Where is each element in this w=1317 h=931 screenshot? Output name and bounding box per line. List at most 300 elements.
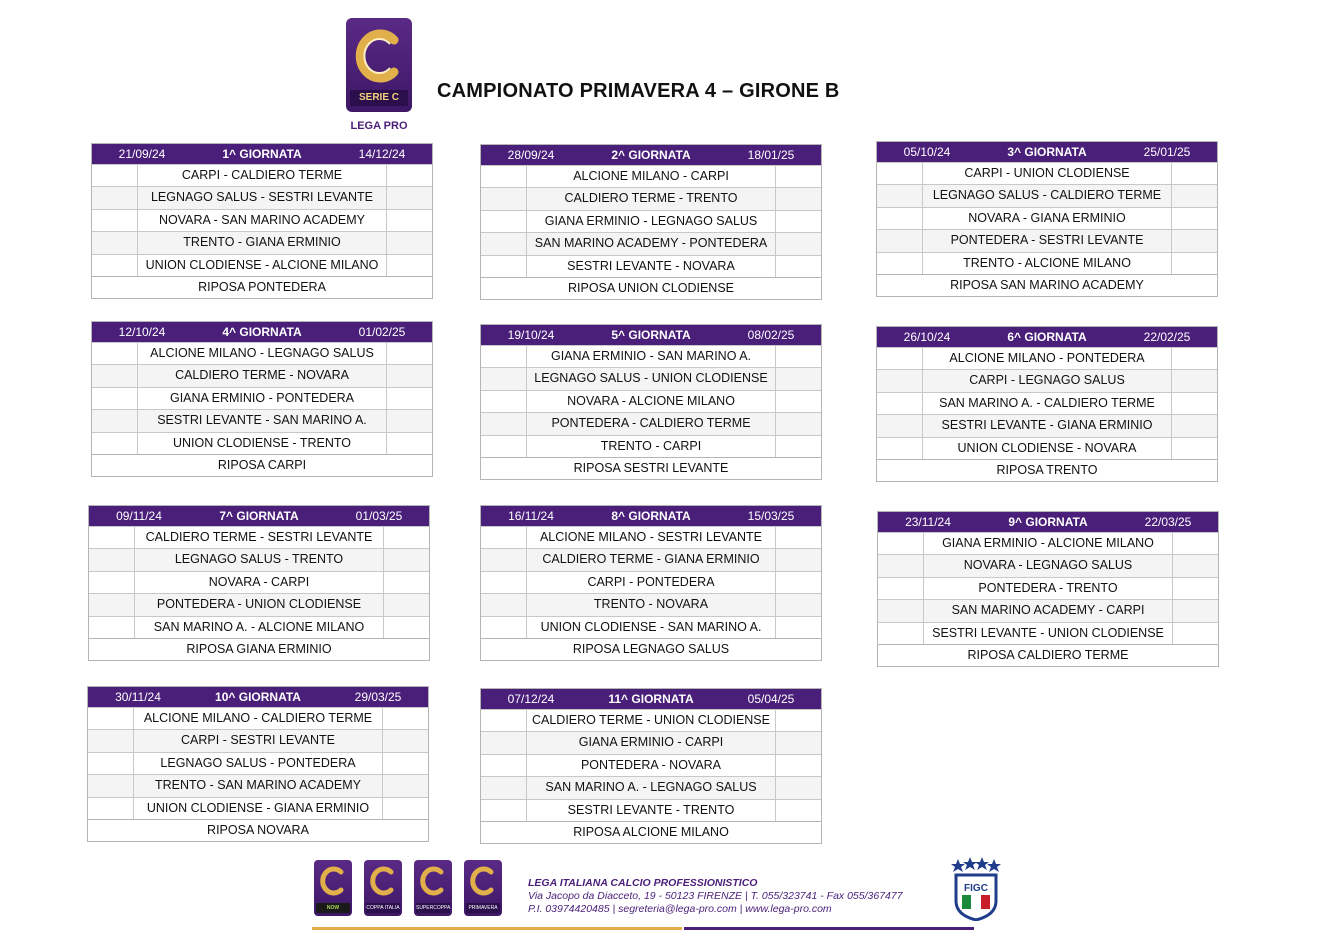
- score-cell-away: [383, 549, 429, 570]
- rest-team: RIPOSA NOVARA: [88, 819, 428, 841]
- round-date-return-leg: 22/03/25: [1144, 515, 1192, 529]
- round-date-first-leg: 16/11/24: [508, 509, 554, 523]
- score-cell-away: [386, 343, 432, 364]
- match-row: [877, 437, 1217, 459]
- match-row: [92, 209, 432, 231]
- match-row: [878, 577, 1218, 599]
- match-label: CARPI - CALDIERO TERME: [181, 168, 343, 182]
- match-label: LEGNAGO SALUS - PONTEDERA: [160, 755, 356, 770]
- round-table: [87, 686, 429, 842]
- match-row: [481, 754, 821, 776]
- serie-c-badge: SERIE C: [350, 90, 408, 106]
- match-row: [92, 231, 432, 253]
- score-cell-home: [89, 549, 135, 570]
- score-cell-away: [775, 346, 821, 367]
- score-cell-away: [1171, 230, 1217, 251]
- round-date-return-leg: 25/01/25: [1143, 145, 1191, 159]
- round-name: 2^ GIORNATA: [611, 148, 691, 162]
- score-cell-away: [386, 365, 432, 386]
- score-cell-home: [877, 370, 923, 391]
- footer-contacts: P.I. 03974420485 | segreteria@lega-pro.com | www.lega-pro.com: [528, 903, 832, 915]
- score-cell-home: [877, 208, 923, 229]
- score-cell-home: [877, 185, 923, 206]
- match-row: [89, 593, 429, 615]
- match-row: [481, 616, 821, 638]
- round-header: [878, 512, 1218, 532]
- round-table: [876, 326, 1218, 482]
- match-row: [88, 729, 428, 751]
- match-label: PONTEDERA - CALDIERO TERME: [551, 416, 751, 431]
- score-cell-away: [1171, 185, 1217, 206]
- serie-c-logo: [346, 18, 412, 112]
- round-date-return-leg: 01/03/25: [355, 509, 403, 523]
- score-cell-home: [481, 617, 527, 638]
- score-cell-home: [481, 800, 527, 821]
- round-header: [481, 325, 821, 345]
- score-cell-away: [1172, 623, 1218, 644]
- score-cell-away: [775, 710, 821, 731]
- score-cell-away: [775, 211, 821, 232]
- score-cell-away: [775, 527, 821, 548]
- footer-org-name: LEGA ITALIANA CALCIO PROFESSIONISTICO: [528, 877, 758, 889]
- score-cell-home: [877, 438, 923, 459]
- match-row: [878, 599, 1218, 621]
- score-cell-home: [481, 710, 527, 731]
- match-row: [481, 526, 821, 548]
- match-label: LEGNAGO SALUS - TRENTO: [174, 552, 344, 567]
- round-header: [481, 689, 821, 709]
- footer-line-purple: [684, 927, 974, 930]
- score-cell-home: [481, 777, 527, 798]
- score-cell-away: [1171, 415, 1217, 436]
- match-label: CARPI - LEGNAGO SALUS: [969, 373, 1125, 388]
- score-cell-home: [481, 211, 527, 232]
- match-row: [481, 255, 821, 277]
- score-cell-away: [383, 527, 429, 548]
- score-cell-away: [382, 775, 428, 796]
- match-label: SAN MARINO A. - LEGNAGO SALUS: [545, 780, 757, 795]
- score-cell-away: [1172, 600, 1218, 621]
- score-cell-away: [382, 708, 428, 729]
- round-date-return-leg: 08/02/25: [747, 328, 795, 342]
- logo-tag: SUPERCOPPA: [416, 905, 451, 911]
- score-cell-home: [92, 232, 138, 253]
- score-cell-home: [481, 527, 527, 548]
- round-table: [876, 141, 1218, 297]
- score-cell-home: [877, 163, 923, 184]
- score-cell-home: [878, 533, 924, 554]
- score-cell-away: [1171, 370, 1217, 391]
- rest-team: RIPOSA TRENTO: [877, 459, 1217, 481]
- round-name: 11^ GIORNATA: [608, 692, 694, 706]
- round-header: [877, 327, 1217, 347]
- score-cell-home: [88, 730, 134, 751]
- rest-team: RIPOSA ALCIONE MILANO: [481, 821, 821, 843]
- match-label: NOVARA - CARPI: [208, 574, 310, 589]
- match-row: [89, 548, 429, 570]
- match-row: [89, 616, 429, 638]
- match-row: [481, 367, 821, 389]
- figc-logo-icon: [950, 857, 1002, 921]
- match-label: NOVARA - SAN MARINO ACADEMY: [158, 212, 366, 227]
- score-cell-home: [92, 365, 138, 386]
- match-label: ALCIONE MILANO - SESTRI LEVANTE: [539, 530, 763, 544]
- match-label: PONTEDERA - TRENTO: [978, 580, 1118, 595]
- match-label: UNION CLODIENSE - TRENTO: [172, 435, 352, 450]
- score-cell-home: [92, 255, 138, 276]
- match-label: SESTRI LEVANTE - NOVARA: [567, 258, 735, 273]
- logo-tag: PRIMAVERA: [466, 903, 500, 913]
- match-row: [92, 342, 432, 364]
- match-row: [481, 571, 821, 593]
- match-label: NOVARA - LEGNAGO SALUS: [963, 558, 1133, 573]
- match-label: SAN MARINO ACADEMY - PONTEDERA: [534, 236, 768, 251]
- round-name: 3^ GIORNATA: [1007, 145, 1087, 159]
- match-row: [92, 409, 432, 431]
- round-date-first-leg: 26/10/24: [903, 330, 951, 344]
- score-cell-away: [775, 732, 821, 753]
- score-cell-home: [88, 753, 134, 774]
- score-cell-away: [775, 777, 821, 798]
- match-label: NOVARA - GIANA ERMINIO: [968, 210, 1126, 225]
- match-label: NOVARA - ALCIONE MILANO: [567, 393, 735, 408]
- score-cell-home: [88, 775, 134, 796]
- match-row: [878, 554, 1218, 576]
- score-cell-home: [877, 230, 923, 251]
- round-name: 6^ GIORNATA: [1007, 330, 1087, 344]
- c-logo-icon: [469, 865, 497, 897]
- match-label: SAN MARINO A. - CALDIERO TERME: [939, 395, 1155, 410]
- match-label: ALCIONE MILANO - LEGNAGO SALUS: [150, 346, 374, 360]
- score-cell-home: [481, 346, 527, 367]
- round-name: 10^ GIORNATA: [215, 690, 301, 704]
- round-date-first-leg: 28/09/24: [507, 148, 555, 162]
- match-row: [92, 186, 432, 208]
- score-cell-away: [775, 166, 821, 187]
- score-cell-home: [877, 348, 923, 369]
- match-row: [877, 207, 1217, 229]
- match-row: [877, 369, 1217, 391]
- score-cell-home: [92, 433, 138, 454]
- round-header: [481, 506, 821, 526]
- score-cell-home: [877, 415, 923, 436]
- score-cell-away: [386, 255, 432, 276]
- score-cell-away: [382, 730, 428, 751]
- round-date-return-leg: 05/04/25: [747, 692, 795, 706]
- match-row: [877, 184, 1217, 206]
- score-cell-away: [386, 210, 432, 231]
- match-label: TRENTO - ALCIONE MILANO: [963, 255, 1131, 270]
- match-label: ALCIONE MILANO - PONTEDERA: [949, 351, 1145, 365]
- score-cell-away: [386, 165, 432, 186]
- round-date-first-leg: 23/11/24: [905, 515, 951, 529]
- match-label: CARPI - SESTRI LEVANTE: [181, 733, 335, 748]
- round-date-first-leg: 12/10/24: [118, 325, 166, 339]
- match-label: CALDIERO TERME - UNION CLODIENSE: [531, 713, 770, 727]
- score-cell-away: [383, 617, 429, 638]
- match-label: LEGNAGO SALUS - CALDIERO TERME: [932, 188, 1162, 203]
- match-label: SAN MARINO A. - ALCIONE MILANO: [153, 619, 365, 634]
- score-cell-home: [481, 549, 527, 570]
- score-cell-away: [775, 594, 821, 615]
- round-date-first-leg: 19/10/24: [507, 328, 555, 342]
- round-date-return-leg: 14/12/24: [358, 147, 406, 161]
- footer-logos: [314, 860, 502, 916]
- match-label: SESTRI LEVANTE - SAN MARINO A.: [157, 413, 367, 428]
- c-logo-icon: [319, 865, 347, 897]
- match-row: [481, 731, 821, 753]
- round-date-return-leg: 01/02/25: [358, 325, 406, 339]
- match-row: [878, 532, 1218, 554]
- match-row: [92, 432, 432, 454]
- round-header: [89, 506, 429, 526]
- match-label: UNION CLODIENSE - SAN MARINO A.: [540, 619, 762, 634]
- score-cell-away: [1171, 253, 1217, 274]
- rest-team: RIPOSA SAN MARINO ACADEMY: [877, 274, 1217, 296]
- score-cell-away: [775, 549, 821, 570]
- match-label: SAN MARINO ACADEMY - CARPI: [951, 603, 1145, 618]
- match-row: [481, 345, 821, 367]
- score-cell-home: [88, 708, 134, 729]
- score-cell-home: [481, 594, 527, 615]
- round-table: [480, 144, 822, 300]
- match-row: [92, 387, 432, 409]
- footer-line-gold: [312, 927, 682, 930]
- match-row: [481, 776, 821, 798]
- c-logo-icon: [369, 865, 397, 897]
- score-cell-away: [775, 368, 821, 389]
- match-row: [481, 187, 821, 209]
- match-row: [877, 162, 1217, 184]
- match-label: CALDIERO TERME - SESTRI LEVANTE: [145, 530, 373, 544]
- match-label: UNION CLODIENSE - ALCIONE MILANO: [145, 257, 379, 272]
- match-row: [88, 797, 428, 819]
- logo-tag: COPPA ITALIA: [366, 905, 400, 911]
- round-name: 7^ GIORNATA: [219, 509, 299, 523]
- score-cell-away: [386, 388, 432, 409]
- match-label: PONTEDERA - NOVARA: [580, 757, 722, 772]
- match-label: ALCIONE MILANO - CALDIERO TERME: [143, 711, 373, 725]
- score-cell-home: [481, 732, 527, 753]
- match-label: GIANA ERMINIO - SAN MARINO A.: [550, 349, 752, 363]
- round-table: [480, 688, 822, 844]
- score-cell-home: [481, 572, 527, 593]
- round-header: [92, 144, 432, 164]
- match-row: [481, 210, 821, 232]
- score-cell-away: [775, 572, 821, 593]
- rest-team: RIPOSA CALDIERO TERME: [878, 644, 1218, 666]
- score-cell-home: [481, 166, 527, 187]
- round-name: 1^ GIORNATA: [222, 147, 302, 161]
- round-table: [91, 143, 433, 299]
- score-cell-away: [1171, 208, 1217, 229]
- score-cell-away: [775, 617, 821, 638]
- score-cell-home: [89, 527, 135, 548]
- match-label: UNION CLODIENSE - NOVARA: [957, 440, 1137, 455]
- match-label: PONTEDERA - SESTRI LEVANTE: [950, 233, 1144, 248]
- score-cell-away: [1171, 393, 1217, 414]
- match-label: ALCIONE MILANO - CARPI: [573, 169, 729, 183]
- match-row: [481, 165, 821, 187]
- score-cell-home: [481, 391, 527, 412]
- score-cell-home: [89, 617, 135, 638]
- match-row: [92, 254, 432, 276]
- serie-c-now-logo: [314, 860, 352, 916]
- score-cell-away: [386, 410, 432, 431]
- logo-tag: NOW: [316, 903, 350, 913]
- round-date-first-leg: 09/11/24: [116, 509, 162, 523]
- round-date-return-leg: 29/03/25: [354, 690, 402, 704]
- score-cell-away: [1171, 163, 1217, 184]
- match-row: [481, 390, 821, 412]
- round-name: 4^ GIORNATA: [222, 325, 302, 339]
- score-cell-home: [89, 572, 135, 593]
- score-cell-home: [92, 165, 138, 186]
- score-cell-home: [481, 436, 527, 457]
- score-cell-home: [878, 555, 924, 576]
- round-header: [92, 322, 432, 342]
- rest-team: RIPOSA GIANA ERMINIO: [89, 638, 429, 660]
- score-cell-home: [92, 187, 138, 208]
- match-row: [88, 707, 428, 729]
- score-cell-home: [481, 188, 527, 209]
- score-cell-away: [386, 187, 432, 208]
- match-label: UNION CLODIENSE - GIANA ERMINIO: [146, 800, 370, 815]
- match-row: [878, 622, 1218, 644]
- match-row: [481, 593, 821, 615]
- score-cell-away: [1172, 555, 1218, 576]
- rest-team: RIPOSA PONTEDERA: [92, 276, 432, 298]
- score-cell-home: [92, 343, 138, 364]
- score-cell-away: [383, 594, 429, 615]
- score-cell-home: [481, 256, 527, 277]
- score-cell-away: [775, 436, 821, 457]
- score-cell-home: [92, 210, 138, 231]
- c-logo-icon: [354, 26, 404, 86]
- score-cell-away: [386, 232, 432, 253]
- score-cell-home: [877, 393, 923, 414]
- round-name: 8^ GIORNATA: [611, 509, 691, 523]
- match-label: GIANA ERMINIO - LEGNAGO SALUS: [544, 213, 758, 228]
- match-row: [481, 709, 821, 731]
- score-cell-away: [775, 391, 821, 412]
- score-cell-away: [775, 188, 821, 209]
- match-row: [481, 412, 821, 434]
- score-cell-away: [775, 800, 821, 821]
- score-cell-home: [878, 578, 924, 599]
- round-date-return-leg: 15/03/25: [747, 509, 795, 523]
- score-cell-away: [386, 433, 432, 454]
- match-row: [89, 526, 429, 548]
- match-row: [877, 229, 1217, 251]
- match-label: LEGNAGO SALUS - UNION CLODIENSE: [534, 371, 768, 386]
- rest-team: RIPOSA SESTRI LEVANTE: [481, 457, 821, 479]
- score-cell-home: [481, 413, 527, 434]
- rest-team: RIPOSA LEGNAGO SALUS: [481, 638, 821, 660]
- match-row: [89, 571, 429, 593]
- rest-team: RIPOSA CARPI: [92, 454, 432, 476]
- score-cell-away: [1172, 533, 1218, 554]
- score-cell-home: [92, 388, 138, 409]
- match-label: CARPI - UNION CLODIENSE: [964, 166, 1130, 180]
- match-label: TRENTO - NOVARA: [593, 597, 709, 612]
- match-row: [877, 392, 1217, 414]
- match-row: [877, 414, 1217, 436]
- round-table: [480, 324, 822, 480]
- match-row: [877, 347, 1217, 369]
- match-label: GIANA ERMINIO - PONTEDERA: [169, 390, 355, 405]
- score-cell-home: [878, 600, 924, 621]
- score-cell-away: [775, 256, 821, 277]
- score-cell-home: [88, 798, 134, 819]
- match-label: TRENTO - GIANA ERMINIO: [183, 235, 341, 250]
- match-row: [88, 752, 428, 774]
- coppa-italia-logo: [364, 860, 402, 916]
- match-row: [481, 232, 821, 254]
- round-table: [877, 511, 1219, 667]
- match-row: [877, 252, 1217, 274]
- supercoppa-logo: [414, 860, 452, 916]
- score-cell-away: [383, 572, 429, 593]
- round-date-first-leg: 07/12/24: [507, 692, 555, 706]
- round-table: [88, 505, 430, 661]
- round-date-first-leg: 05/10/24: [903, 145, 951, 159]
- round-header: [877, 142, 1217, 162]
- footer-contact: [528, 877, 903, 916]
- rest-team: RIPOSA UNION CLODIENSE: [481, 277, 821, 299]
- match-row: [481, 548, 821, 570]
- score-cell-home: [878, 623, 924, 644]
- round-date-first-leg: 30/11/24: [115, 690, 161, 704]
- score-cell-away: [382, 798, 428, 819]
- match-label: SESTRI LEVANTE - TRENTO: [567, 802, 735, 817]
- score-cell-away: [775, 233, 821, 254]
- round-table: [91, 321, 433, 477]
- score-cell-away: [775, 413, 821, 434]
- match-row: [481, 799, 821, 821]
- score-cell-home: [877, 253, 923, 274]
- score-cell-home: [89, 594, 135, 615]
- match-row: [92, 364, 432, 386]
- lega-pro-caption: LEGA PRO: [350, 120, 408, 132]
- match-label: SESTRI LEVANTE - GIANA ERMINIO: [941, 418, 1153, 433]
- round-header: [88, 687, 428, 707]
- match-label: PONTEDERA - UNION CLODIENSE: [156, 597, 362, 612]
- match-label: SESTRI LEVANTE - UNION CLODIENSE: [932, 625, 1164, 640]
- round-date-first-leg: 21/09/24: [118, 147, 166, 161]
- match-label: GIANA ERMINIO - CARPI: [578, 735, 724, 750]
- score-cell-away: [1171, 438, 1217, 459]
- round-date-return-leg: 18/01/25: [747, 148, 795, 162]
- round-name: 9^ GIORNATA: [1008, 515, 1088, 529]
- match-row: [92, 164, 432, 186]
- match-row: [481, 435, 821, 457]
- match-label: CALDIERO TERME - TRENTO: [564, 191, 738, 206]
- c-logo-icon: [419, 865, 447, 897]
- score-cell-away: [382, 753, 428, 774]
- score-cell-away: [1171, 348, 1217, 369]
- score-cell-home: [481, 368, 527, 389]
- match-label: CARPI - PONTEDERA: [587, 574, 715, 589]
- round-header: [481, 145, 821, 165]
- primavera-logo: [464, 860, 502, 916]
- score-cell-home: [481, 755, 527, 776]
- score-cell-home: [481, 233, 527, 254]
- footer-address: Via Jacopo da Diacceto, 19 - 50123 FIRENZE | T. 055/323741 - Fax 055/367477: [528, 890, 903, 902]
- match-label: GIANA ERMINIO - ALCIONE MILANO: [942, 536, 1154, 550]
- score-cell-away: [775, 755, 821, 776]
- match-row: [88, 774, 428, 796]
